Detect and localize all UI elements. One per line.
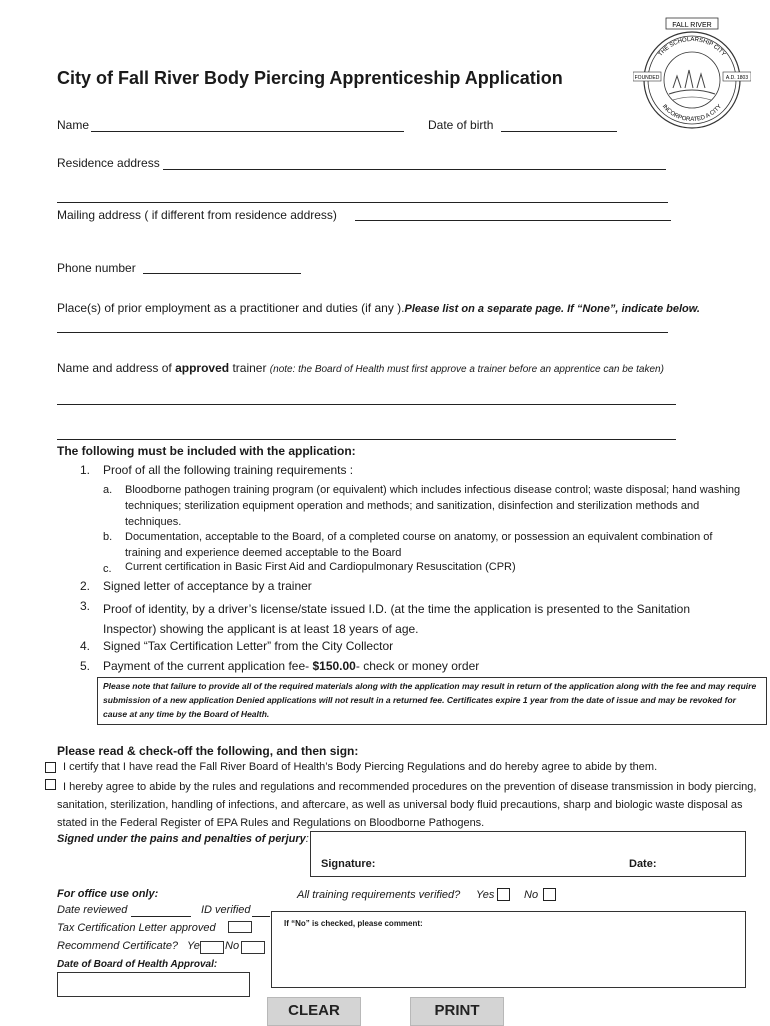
board-date-label: Date of Board of Health Approval: xyxy=(57,959,218,970)
page-title: City of Fall River Body Piercing Apprenticeship Application xyxy=(57,68,563,88)
req-item-2: Signed letter of acceptance by a trainer xyxy=(103,579,312,593)
recommend-no-label: No xyxy=(225,940,240,952)
phone-label: Phone number xyxy=(57,261,136,275)
residence-label: Residence address xyxy=(57,156,160,170)
agree-checkbox[interactable] xyxy=(45,779,56,790)
perjury-label xyxy=(57,833,309,845)
id-verified-field[interactable] xyxy=(252,916,270,917)
recommend-label: Recommend Certificate? xyxy=(57,940,179,952)
seal-left-text: FOUNDED xyxy=(634,75,660,81)
residence-field-line2[interactable] xyxy=(57,202,668,203)
req-sub-b-letter: b. xyxy=(103,531,113,543)
perjury-colon: : xyxy=(305,833,309,845)
req-item-1: Proof of all the following training requirements : xyxy=(103,463,354,477)
comment-label: If “No” is checked, please comment: xyxy=(284,919,423,928)
prior-employment-label xyxy=(57,301,700,315)
notice-box xyxy=(97,677,767,725)
certify-checkbox[interactable] xyxy=(45,762,56,773)
req-sub-a: Bloodborne pathogen training program (or equivalent) which includes infectious disease control; waste disposal; hand washing techniques; sterilization equipment operation and methods; and sanitization, disinfection and sterilization methods and techniques. xyxy=(125,484,741,528)
seal-ring-text: THE SCHOLARSHIP CITY xyxy=(657,36,727,58)
trainer-note: (note: the Board of Health must first approve a trainer before an apprentice can be taken) xyxy=(269,364,664,375)
trainer-label-c: trainer xyxy=(232,361,267,375)
city-seal-icon xyxy=(633,16,751,134)
fee-amount: $150.00 xyxy=(312,659,356,673)
phone-field[interactable] xyxy=(143,273,301,274)
dob-label: Date of birth xyxy=(428,118,494,132)
req-sub-a-letter: a. xyxy=(103,484,113,496)
verified-question: All training requirements verified? xyxy=(297,889,461,901)
perjury-text: Signed under the pains and penalties of perjury xyxy=(57,833,306,845)
trainer-label-a: Name and address of xyxy=(57,361,172,375)
recommend-yes-label: Ye xyxy=(187,940,200,952)
signature-box[interactable] xyxy=(310,831,746,877)
tax-cert-box[interactable] xyxy=(228,921,252,933)
print-button[interactable]: PRINT xyxy=(410,997,504,1026)
requirements-heading: The following must be included with the application: xyxy=(57,444,356,458)
mailing-field[interactable] xyxy=(355,220,671,221)
date-label: Date: xyxy=(629,858,657,870)
req-item-5-text: Payment of the current application fee- xyxy=(103,659,310,673)
req-sub-c-letter: c. xyxy=(103,563,112,575)
req-num-2: 2. xyxy=(80,579,91,593)
trainer-field-line2[interactable] xyxy=(57,439,676,440)
agree-text: I hereby agree to abide by the rules and regulations and recommended procedures on the prevention of disease transmission in body piercing, sanitation, sterilization, handling of infections, and aftercare, as well as universal body fluid precautions, sharp and biologic waste disposal as stated in the Federal Register of EPA Rules and Regulations on Bloodborne Pathogens. xyxy=(57,781,757,829)
dob-field[interactable] xyxy=(501,131,617,132)
trainer-field[interactable] xyxy=(57,404,676,405)
clear-button[interactable]: CLEAR xyxy=(267,997,361,1026)
verified-no-label: No xyxy=(524,889,539,901)
trainer-label-approved: approved xyxy=(175,361,230,375)
req-num-4: 4. xyxy=(80,639,91,653)
mailing-label: Mailing address ( if different from residence address) xyxy=(57,208,337,222)
notice-text: Please note that failure to provide all of the required materials along with the application may result in return of the application along with the fee and may require submission of a new application Denied applications will not result in a returned fee. Certificates expire 1 year from the date of issue and may be revoked for cause at any time by the Board of Health. xyxy=(103,681,757,719)
name-label: Name xyxy=(57,118,90,132)
req-num-3: 3. xyxy=(80,599,91,613)
verified-no-checkbox[interactable] xyxy=(543,888,556,901)
office-heading: For office use only: xyxy=(57,888,159,900)
seal-bottom-text: INCORPORATED A CITY xyxy=(660,103,724,124)
prior-employment-note: Please list on a separate page. If “None”, indicate below. xyxy=(404,303,700,315)
recommend-yes-box[interactable] xyxy=(200,941,224,954)
req-item-5-text-b: - check or money order xyxy=(355,659,480,673)
certify-text: I certify that I have read the Fall River Board of Health’s Body Piercing Regulations and do hereby agree to abide by them. xyxy=(63,761,658,773)
tax-cert-label: Tax Certification Letter approved xyxy=(57,922,216,934)
board-date-field[interactable] xyxy=(57,972,250,997)
trainer-label xyxy=(57,361,664,375)
verified-yes-checkbox[interactable] xyxy=(497,888,510,901)
prior-employment-field[interactable] xyxy=(57,332,668,333)
residence-field[interactable] xyxy=(163,169,666,170)
id-verified-label: ID verified xyxy=(201,904,251,916)
verified-yes-label: Yes xyxy=(476,889,495,901)
date-reviewed-label: Date reviewed xyxy=(57,904,128,916)
prior-employment-text: Place(s) of prior employment as a practitioner and duties (if any ). xyxy=(57,301,405,315)
req-item-3: Proof of identity, by a driver’s license/state issued I.D. (at the time the application is presented to the Sanitation Inspector) showing the applicant is at least 18 years of age. xyxy=(103,602,690,636)
seal-right-text: A.D. 1803 xyxy=(725,75,749,81)
req-item-5 xyxy=(103,659,479,673)
signoff-heading: Please read & check-off the following, and then sign: xyxy=(57,744,359,758)
recommend-no-box[interactable] xyxy=(241,941,265,954)
req-sub-c: Current certification in Basic First Aid and Cardiopulmonary Resuscitation (CPR) xyxy=(125,561,516,573)
req-num-5: 5. xyxy=(80,659,91,673)
comment-box[interactable] xyxy=(271,911,746,988)
date-reviewed-field[interactable] xyxy=(131,916,191,917)
req-sub-b: Documentation, acceptable to the Board, of a completed course on anatomy, or possession an equivalent combination of training and experience deemed acceptable to the Board xyxy=(125,531,713,559)
req-item-4: Signed “Tax Certification Letter” from the City Collector xyxy=(103,639,394,653)
req-num-1: 1. xyxy=(80,463,91,477)
signature-label: Signature: xyxy=(321,858,376,870)
seal-top-text: FALL RIVER xyxy=(672,22,712,29)
name-field[interactable] xyxy=(91,131,404,132)
